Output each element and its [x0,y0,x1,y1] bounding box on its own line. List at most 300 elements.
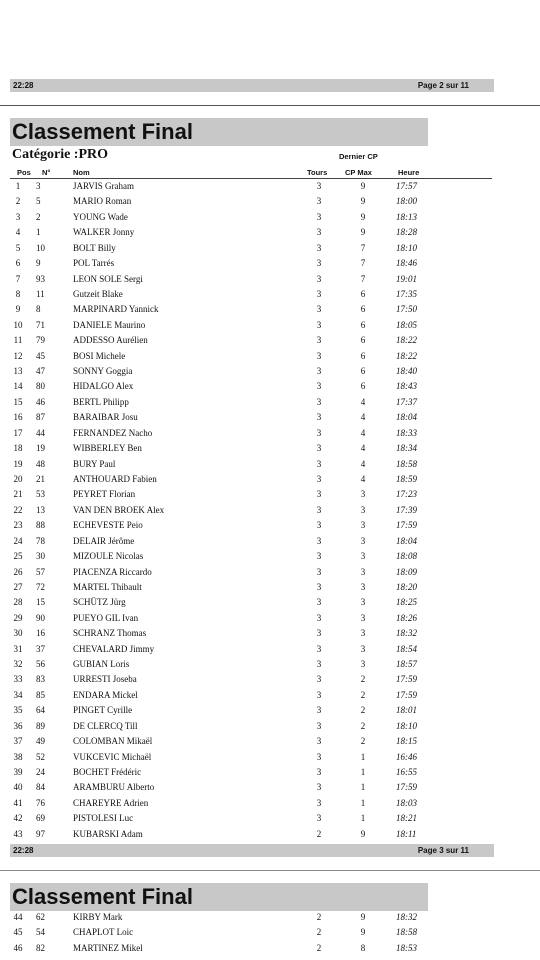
row-rider-name: SCHÜTZ Jürg [73,597,126,608]
table-row [0,943,540,958]
row-rider-name: KUBARSKI Adam [73,828,143,839]
row-time: 18:32 [396,628,417,639]
row-pos: 45 [13,927,23,938]
row-time: 18:04 [396,412,417,423]
row-laps: 3 [316,335,322,346]
table-row [0,196,540,211]
row-pos: 22 [13,504,23,515]
row-rider-name: Gutzeit Blake [73,288,123,299]
row-pos: 19 [13,458,23,469]
row-rider-name: KIRBY Mark [73,912,123,922]
row-bib-number: 3 [36,181,41,191]
row-pos: 31 [13,643,23,654]
row-pos: 32 [13,659,23,670]
row-laps: 3 [316,273,322,284]
row-time: 18:53 [396,942,417,953]
row-laps: 3 [316,751,322,762]
table-row [0,536,540,551]
row-rider-name: BARAIBAR Josu [73,412,138,423]
table-row [0,289,540,304]
row-pos: 7 [15,273,21,284]
row-time: 18:59 [396,473,417,484]
row-bib-number: 52 [36,751,45,762]
row-cp-max: 6 [360,350,366,361]
row-time: 17:59 [396,674,417,685]
row-bib-number: 13 [36,504,45,515]
row-rider-name: ARAMBURU Alberto [73,782,155,793]
row-bib-number: 47 [36,366,45,377]
row-pos: 33 [13,674,23,685]
row-time: 18:54 [396,643,417,654]
row-laps: 3 [316,504,322,515]
row-pos: 12 [13,350,23,361]
row-pos: 26 [13,566,23,577]
row-bib-number: 97 [36,828,45,839]
table-row [0,489,540,504]
table-row [0,381,540,396]
row-cp-max: 9 [360,828,366,839]
row-time: 18:04 [396,535,417,546]
row-bib-number: 30 [36,551,45,562]
row-bib-number: 24 [36,766,45,777]
row-laps: 3 [316,628,322,639]
row-bib-number: 8 [36,304,41,315]
category-label: Catégorie :PRO [12,147,109,162]
row-bib-number: 2 [36,211,41,222]
row-time: 17:59 [396,689,417,700]
row-cp-max: 3 [360,643,366,654]
row-time: 18:10 [396,720,417,731]
col-header-cpmax: CP Max [345,168,372,177]
row-pos: 4 [15,227,21,238]
table-row [0,613,540,628]
col-header-tours: Tours [307,168,328,177]
row-cp-max: 2 [360,720,366,731]
row-cp-max: 4 [360,458,366,469]
row-bib-number: 37 [36,643,45,654]
row-rider-name: MARTINEZ Mikel [73,942,143,953]
table-row [0,274,540,289]
table-row [0,767,540,782]
row-laps: 2 [316,828,322,839]
row-pos: 35 [13,705,23,716]
row-cp-max: 1 [360,813,366,824]
table-row [0,551,540,566]
row-time: 18:40 [396,366,417,377]
row-cp-max: 4 [360,396,366,407]
table-row [0,443,540,458]
row-pos: 1 [15,181,21,191]
row-cp-max: 6 [360,319,366,330]
row-rider-name: DE CLERCQ Till [73,720,138,731]
row-rider-name: ADDESSO Aurélien [73,335,148,346]
row-time: 18:22 [396,335,417,346]
row-pos: 15 [13,396,23,407]
table-row [0,674,540,689]
row-bib-number: 72 [36,581,45,592]
row-bib-number: 11 [36,288,45,299]
table-row [0,335,540,350]
row-pos: 6 [15,258,21,269]
row-cp-max: 7 [360,273,366,284]
table-row [0,628,540,643]
row-laps: 3 [316,597,322,608]
row-pos: 43 [13,828,23,839]
table-row [0,567,540,582]
row-rider-name: CHAREYRE Adrien [73,797,149,808]
row-pos: 21 [13,489,23,500]
row-rider-name: BURY Paul [73,458,116,469]
row-cp-max: 2 [360,674,366,685]
row-time: 18:15 [396,736,417,747]
row-cp-max: 3 [360,504,366,515]
row-rider-name: ANTHOUARD Fabien [73,473,157,484]
row-cp-max: 7 [360,242,366,253]
row-time: 18:13 [396,211,417,222]
row-laps: 3 [316,813,322,824]
row-time: 17:23 [396,489,417,500]
row-laps: 3 [316,612,322,623]
footer-time-2: 22:28 [13,846,34,855]
col-header-heure: Heure [398,168,420,177]
footer-page-number: Page 2 sur 11 [417,81,469,90]
row-time: 18:33 [396,427,417,438]
row-laps: 3 [316,242,322,253]
row-laps: 3 [316,396,322,407]
row-cp-max: 4 [360,473,366,484]
row-bib-number: 78 [36,535,45,546]
row-cp-max: 3 [360,628,366,639]
row-rider-name: PEYRET Florian [73,489,136,500]
row-laps: 3 [316,427,322,438]
row-laps: 3 [316,705,322,716]
table-row [0,474,540,489]
table-row [0,798,540,813]
row-rider-name: YOUNG Wade [73,211,128,222]
row-pos: 9 [15,304,21,315]
row-laps: 3 [316,196,322,207]
row-cp-max: 2 [360,689,366,700]
row-bib-number: 45 [36,350,45,361]
table-row [0,721,540,736]
row-pos: 13 [13,366,23,377]
row-cp-max: 3 [360,659,366,670]
row-time: 18:43 [396,381,417,392]
row-rider-name: WIBBERLEY Ben [73,443,142,454]
row-rider-name: POL Tarrés [73,258,115,269]
table-row [0,520,540,535]
row-pos: 29 [13,612,23,623]
row-laps: 3 [316,766,322,777]
row-laps: 3 [316,674,322,685]
row-time: 18:57 [396,659,417,670]
row-time: 18:26 [396,612,417,623]
col-header-pos: Pos [17,168,31,177]
footer-page-number-2: Page 3 sur 11 [417,846,469,855]
col-header-nom: Nom [73,168,90,177]
row-pos: 41 [13,797,23,808]
row-laps: 3 [316,551,322,562]
row-laps: 3 [316,489,322,500]
row-bib-number: 44 [36,427,45,438]
row-rider-name: VAN DEN BROEK Alex [73,504,165,515]
table-row [0,351,540,366]
row-rider-name: PUEYO GIL Ivan [73,612,139,623]
table-row [0,258,540,273]
row-bib-number: 62 [36,912,45,922]
row-pos: 18 [13,443,23,454]
row-rider-name: MARTEL Thibault [73,581,142,592]
row-time: 18:22 [396,350,417,361]
row-laps: 3 [316,659,322,670]
row-pos: 25 [13,551,23,562]
table-row [0,829,540,844]
row-laps: 2 [316,942,322,953]
row-cp-max: 7 [360,258,366,269]
dernier-cp-header: Dernier CP [339,152,378,161]
table-row [0,304,540,319]
row-laps: 3 [316,473,322,484]
row-laps: 3 [316,643,322,654]
row-rider-name: HIDALGO Alex [73,381,134,392]
table-row [0,813,540,828]
row-time: 17:35 [396,288,417,299]
row-cp-max: 4 [360,412,366,423]
row-time: 18:10 [396,242,417,253]
row-laps: 3 [316,797,322,808]
row-cp-max: 8 [360,942,366,953]
section-title: Classement Final [10,118,428,146]
row-pos: 27 [13,581,23,592]
row-bib-number: 71 [36,319,45,330]
table-row [0,912,540,927]
table-row [0,927,540,942]
row-rider-name: DELAIR Jérôme [73,535,135,546]
row-rider-name: PISTOLESI Luc [73,813,134,824]
row-bib-number: 57 [36,566,45,577]
row-time: 19:01 [396,273,417,284]
row-bib-number: 56 [36,659,45,670]
row-cp-max: 6 [360,288,366,299]
table-row [0,705,540,720]
row-time: 18:01 [396,705,417,716]
row-pos: 46 [13,942,23,953]
table-row [0,752,540,767]
row-laps: 3 [316,366,322,377]
row-time: 17:59 [396,520,417,531]
row-time: 17:37 [396,396,417,407]
row-pos: 10 [13,319,23,330]
page-footer [10,79,494,92]
row-pos: 38 [13,751,23,762]
row-rider-name: PIACENZA Riccardo [73,566,152,577]
row-bib-number: 21 [36,473,45,484]
row-rider-name: DANIELE Maurino [73,319,146,330]
row-bib-number: 83 [36,674,45,685]
row-time: 17:57 [396,181,417,191]
row-laps: 3 [316,288,322,299]
row-bib-number: 5 [36,196,41,207]
row-time: 18:58 [396,458,417,469]
table-row [0,644,540,659]
row-pos: 37 [13,736,23,747]
row-rider-name: SONNY Goggia [73,366,133,377]
table-row [0,366,540,381]
row-time: 17:59 [396,782,417,793]
row-cp-max: 4 [360,427,366,438]
row-pos: 5 [15,242,21,253]
row-cp-max: 9 [360,181,366,191]
row-rider-name: BOLT Billy [73,242,116,253]
row-pos: 11 [13,335,23,346]
row-laps: 3 [316,535,322,546]
footer-time: 22:28 [13,81,34,90]
table-row [0,582,540,597]
row-rider-name: ECHEVESTE Peio [73,520,143,531]
row-cp-max: 4 [360,443,366,454]
row-laps: 3 [316,581,322,592]
row-cp-max: 6 [360,304,366,315]
row-time: 18:32 [396,912,417,922]
row-rider-name: SCHRANZ Thomas [73,628,147,639]
row-time: 18:34 [396,443,417,454]
row-laps: 3 [316,736,322,747]
row-rider-name: VUKCEVIC Michaël [73,751,152,762]
row-rider-name: BERTL Philipp [73,396,129,407]
page-footer-2 [10,844,494,857]
row-laps: 3 [316,782,322,793]
table-row [0,181,540,196]
table-row [0,212,540,227]
row-rider-name: WALKER Jonny [73,227,135,238]
row-laps: 3 [316,304,322,315]
row-time: 18:28 [396,227,417,238]
row-bib-number: 10 [36,242,45,253]
row-rider-name: URRESTI Joseba [73,674,137,685]
row-pos: 36 [13,720,23,731]
table-row [0,243,540,258]
row-cp-max: 1 [360,751,366,762]
row-bib-number: 89 [36,720,45,731]
row-time: 16:46 [396,751,417,762]
row-time: 18:11 [396,828,417,839]
row-laps: 3 [316,381,322,392]
row-laps: 3 [316,458,322,469]
row-rider-name: MIZOULE Nicolas [73,551,144,562]
row-pos: 8 [15,288,21,299]
table-row [0,736,540,751]
row-bib-number: 46 [36,396,45,407]
row-laps: 3 [316,566,322,577]
section-title-2: Classement Final [10,883,428,911]
row-pos: 34 [13,689,23,700]
header-rule [10,178,492,179]
row-time: 16:55 [396,766,417,777]
row-pos: 40 [13,782,23,793]
row-bib-number: 9 [36,258,41,269]
row-cp-max: 6 [360,381,366,392]
row-cp-max: 3 [360,612,366,623]
row-cp-max: 1 [360,782,366,793]
row-pos: 20 [13,473,23,484]
page-divider-2 [0,870,540,871]
row-cp-max: 3 [360,581,366,592]
row-pos: 42 [13,813,23,824]
row-rider-name: GUBIAN Loris [73,659,130,670]
table-row [0,459,540,474]
row-rider-name: BOSI Michele [73,350,126,361]
row-laps: 3 [316,211,322,222]
row-pos: 2 [15,196,21,207]
row-time: 17:50 [396,304,417,315]
row-rider-name: ENDARA Mickel [73,689,138,700]
row-bib-number: 53 [36,489,45,500]
row-bib-number: 15 [36,597,45,608]
row-cp-max: 9 [360,912,366,922]
row-cp-max: 6 [360,366,366,377]
row-pos: 23 [13,520,23,531]
table-row [0,659,540,674]
row-pos: 24 [13,535,23,546]
row-time: 18:09 [396,566,417,577]
row-time: 18:03 [396,797,417,808]
row-rider-name: PINGET Cyrille [73,705,133,716]
row-time: 18:58 [396,927,417,938]
row-bib-number: 90 [36,612,45,623]
row-cp-max: 3 [360,520,366,531]
row-time: 18:08 [396,551,417,562]
row-time: 18:05 [396,319,417,330]
row-laps: 3 [316,520,322,531]
table-row [0,397,540,412]
row-rider-name: JARVIS Graham [73,181,135,191]
row-bib-number: 48 [36,458,45,469]
row-cp-max: 9 [360,227,366,238]
table-row [0,227,540,242]
row-time: 17:39 [396,504,417,515]
table-row [0,597,540,612]
row-rider-name: COLOMBAN Mikaël [73,736,153,747]
row-pos: 16 [13,412,23,423]
row-pos: 30 [13,628,23,639]
row-cp-max: 6 [360,335,366,346]
row-cp-max: 9 [360,927,366,938]
row-cp-max: 2 [360,705,366,716]
row-bib-number: 82 [36,942,45,953]
row-bib-number: 69 [36,813,45,824]
row-bib-number: 87 [36,412,45,423]
table-row [0,412,540,427]
row-laps: 3 [316,720,322,731]
row-laps: 3 [316,227,322,238]
row-cp-max: 3 [360,535,366,546]
row-time: 18:46 [396,258,417,269]
row-laps: 2 [316,912,322,922]
row-bib-number: 1 [36,227,41,238]
row-bib-number: 49 [36,736,45,747]
row-cp-max: 3 [360,551,366,562]
row-pos: 3 [15,211,21,222]
table-row [0,782,540,797]
row-laps: 3 [316,412,322,423]
col-header-num: N° [42,168,51,177]
row-bib-number: 19 [36,443,45,454]
row-pos: 17 [13,427,23,438]
row-time: 18:00 [396,196,417,207]
row-rider-name: LEON SOLE Sergi [73,273,143,284]
row-rider-name: FERNANDEZ Nacho [73,427,153,438]
row-rider-name: BOCHET Frédéric [73,766,142,777]
